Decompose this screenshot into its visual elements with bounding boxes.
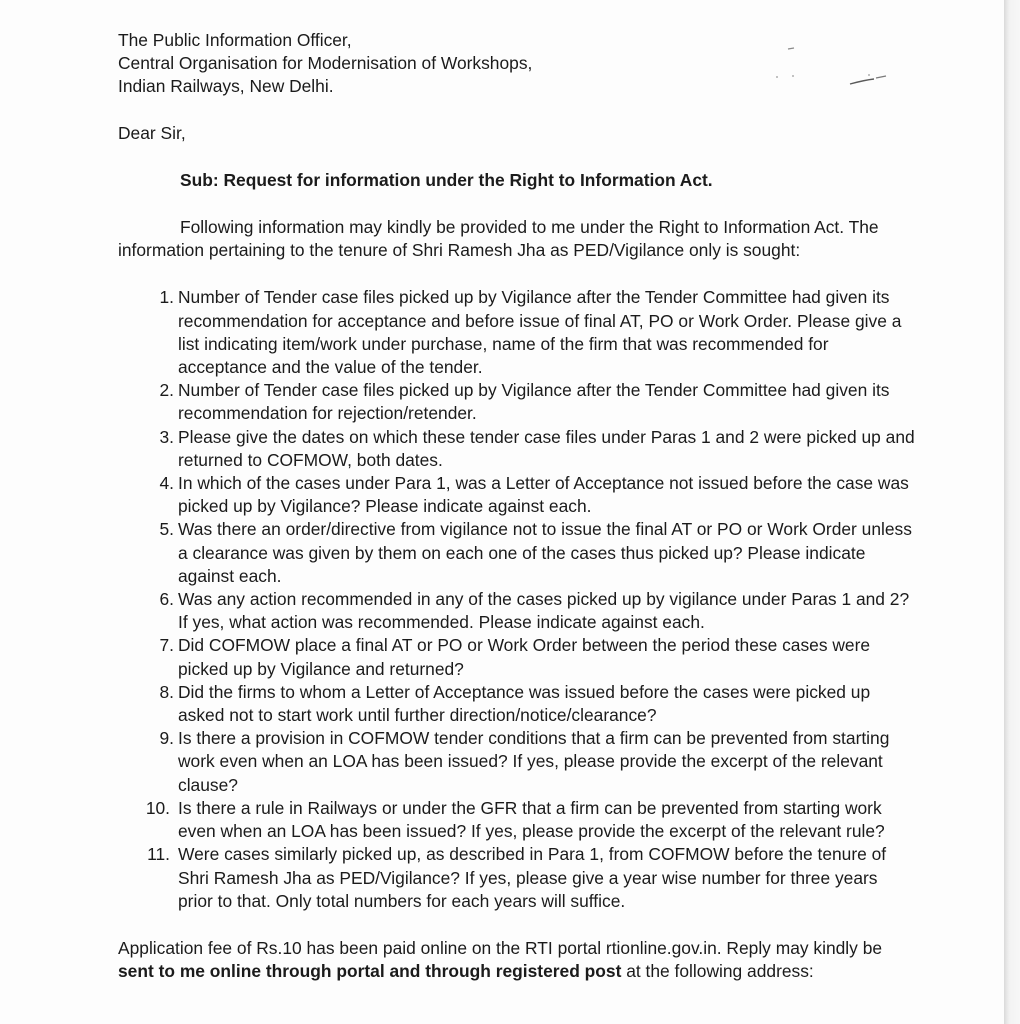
letter-body [118,29,918,983]
list-item [118,681,915,727]
list-item [118,588,915,634]
list-item-number: 8. [159,681,174,702]
list-item [118,634,915,680]
list-item [118,518,915,588]
addressee-line-1: The Public Information Officer, [118,30,352,50]
list-item-text: Number of Tender case files picked up by Vigilance after the Tender Committee had given its recommendation for rejection/retender. [178,380,890,424]
list-item-text: Were cases similarly picked up, as described in Para 1, from COFMOW before the tenure of Shri Ramesh Jha as PED/Vigilance? If yes, please give a year wise number for three years prior to that. Only total numbers for each years will suffice. [178,844,887,911]
list-item-text: In which of the cases under Para 1, was a Letter of Acceptance not issued before the case was picked up by Vigilance? Please indicate against each. [178,473,909,517]
list-item-number: 10. [145,797,170,818]
list-item-number: 4. [159,473,174,494]
list-item-number: 6. [159,589,174,610]
request-list [118,286,918,912]
list-item [118,472,915,518]
list-item-number: 5. [159,519,174,540]
list-item-text: Is there a provision in COFMOW tender conditions that a firm can be prevented from starting work even when an LOA has been issued? If yes, please provide the excerpt of the relevant clause? [178,728,890,795]
list-item [118,797,915,843]
addressee-line-3: Indian Railways, New Delhi. [118,76,334,97]
list-item-number: 7. [159,635,174,656]
list-item-text: Please give the dates on which these tender case files under Paras 1 and 2 were picked up and returned to COFMOW, both dates. [178,426,915,470]
list-item-number: 9. [159,728,174,749]
list-item-number: 3. [159,426,174,447]
addressee-line-2: Central Organisation for Modernisation of Workshops, [118,53,533,74]
list-item-text: Was any action recommended in any of the cases picked up by vigilance under Paras 1 and 2? If yes, what action was recommended. Please indicate against each. [178,589,910,633]
footer-paragraph [118,937,918,983]
footer-text-part-1: Application fee of Rs.10 has been paid online on the RTI portal rtionline.gov.in. Reply may kindly be [118,937,883,958]
subject-line: Sub: Request for information under the Right to Information Act. [180,169,713,190]
list-item [118,426,915,472]
list-item [118,727,915,797]
footer-bold-text: sent to me online through portal and through registered post [118,961,622,982]
intro-paragraph: Following information may kindly be provided to me under the Right to Information Act. The information pertaining to the tenure of Shri Ramesh Jha as PED/Vigilance only is sought: [118,217,879,261]
list-item-number: 2. [159,380,174,401]
page-edge-shadow [1004,0,1020,1024]
list-item [118,843,915,913]
list-item-number: 11. [147,844,170,865]
list-item [118,379,915,425]
list-item-text: Was there an order/directive from vigilance not to issue the final AT or PO or Work Order unless a clearance was given by them on each one of the cases thus picked up? Please indicate against each. [178,519,912,586]
list-item [118,286,915,379]
list-item-text: Did the firms to whom a Letter of Acceptance was issued before the cases were picked up asked not to start work until further direction/notice/clearance? [178,681,871,726]
list-item-text: Did COFMOW place a final AT or PO or Work Order between the period these cases were picked up by Vigilance and returned? [178,635,871,679]
salutation: Dear Sir, [118,122,186,143]
list-item-text: Is there a rule in Railways or under the GFR that a firm can be prevented from starting work even when an LOA has been issued? If yes, please provide the excerpt of the relevant rule? [178,797,885,842]
footer-text-part-2: at the following address: [621,961,814,982]
list-item-number: 1. [159,287,174,308]
list-item-text: Number of Tender case files picked up by Vigilance after the Tender Committee had given its recommendation for acceptance and before issue of final AT, PO or Work Order. Please give a list indicating item/work under purchase, name of the firm that was recommended for acceptance and the value of the tender. [178,287,902,378]
addressee-block [118,29,918,99]
